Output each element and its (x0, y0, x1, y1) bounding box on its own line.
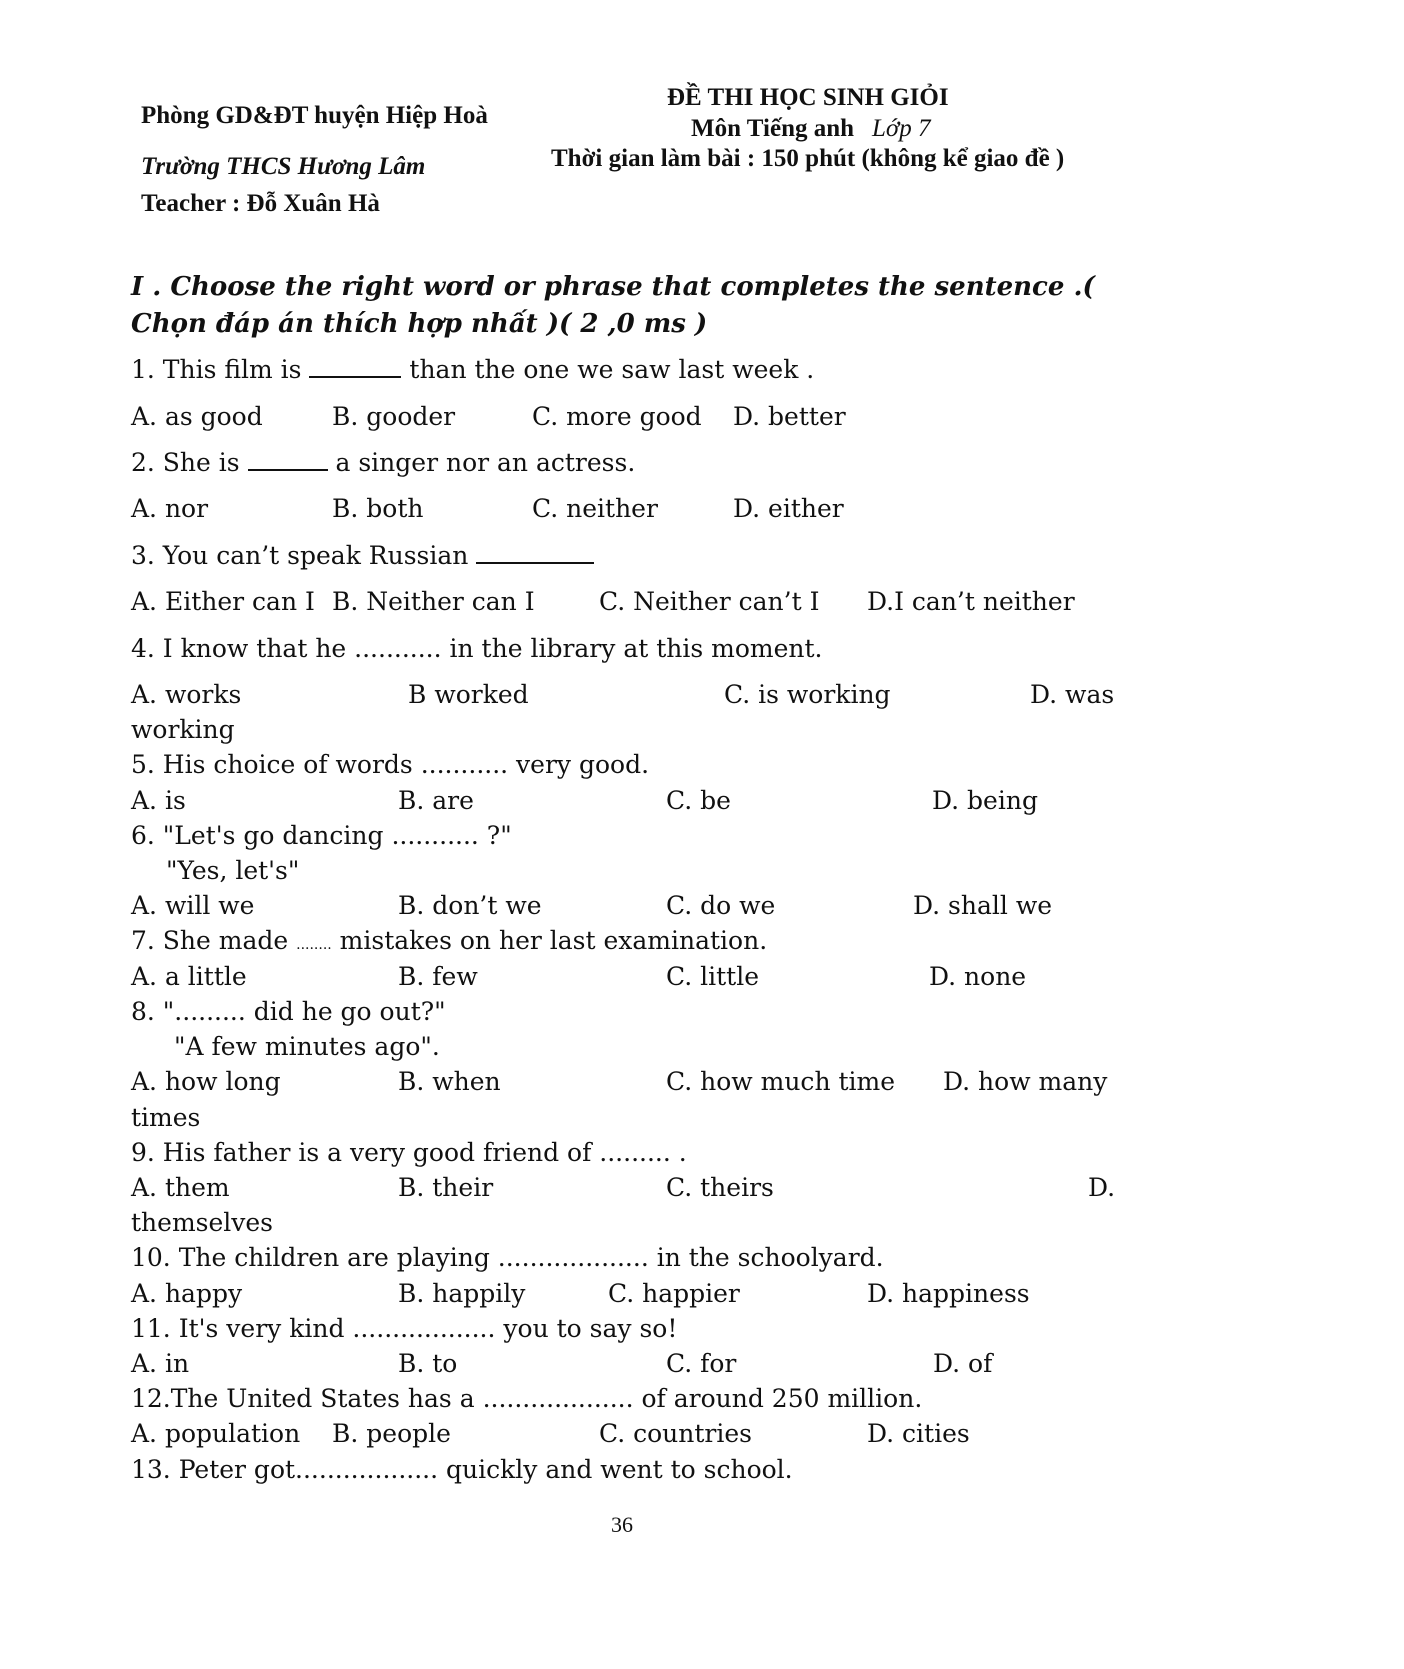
q3-option-b: B. Neither can I (332, 587, 535, 616)
question-3-start: 3. You can’t speak Russian (131, 541, 477, 570)
q5-option-d: D. being (932, 786, 1038, 815)
q1-option-d: D. better (733, 402, 846, 431)
q6-option-b: B. don’t we (398, 891, 542, 920)
question-7 (131, 926, 767, 955)
q2-option-a: A. nor (131, 494, 209, 523)
q11-option-d: D. of (933, 1349, 993, 1378)
q1-option-b: B. gooder (332, 402, 456, 431)
q10-option-b: B. happily (398, 1279, 526, 1308)
question-7-dots: ........ (296, 937, 332, 953)
q7-option-b: B. few (398, 962, 478, 991)
question-2 (131, 448, 635, 477)
q4-option-d: D. was (1030, 680, 1115, 709)
q2-option-c: C. neither (532, 494, 658, 523)
school-name: Trường THCS Hương Lâm (141, 153, 426, 180)
q4-option-a: A. works (131, 680, 242, 709)
q8-option-b: B. when (398, 1067, 501, 1096)
q4-option-c: C. is working (724, 680, 891, 709)
q8-option-a: A. how long (131, 1067, 281, 1096)
q8-option-c: C. how much time (666, 1067, 896, 1096)
question-1 (131, 355, 814, 384)
q9-option-a: A. them (131, 1173, 230, 1202)
question-3 (131, 541, 594, 570)
q9-option-d-wrap: themselves (131, 1208, 274, 1237)
q9-option-c: C. theirs (666, 1173, 774, 1202)
q11-option-a: A. in (131, 1349, 190, 1378)
q12-option-b: B. people (332, 1419, 451, 1448)
department-name: Phòng GD&ĐT huyện Hiệp Hoà (141, 102, 488, 129)
answer-blank (248, 451, 328, 471)
q4-option-d-wrap: working (131, 715, 235, 744)
q5-option-c: C. be (666, 786, 731, 815)
q5-option-a: A. is (131, 786, 186, 815)
q8-option-d-wrap: times (131, 1103, 201, 1132)
q12-option-c: C. countries (599, 1419, 753, 1448)
subject-label: Môn Tiếng anh (691, 115, 855, 142)
question-5: 5. His choice of words ........... very good. (131, 750, 650, 779)
q3-option-a: A. Either can I (131, 587, 315, 616)
q12-option-a: A. population (131, 1419, 301, 1448)
q10-option-a: A. happy (131, 1279, 243, 1308)
q1-option-a: A. as good (131, 402, 263, 431)
page-number: 36 (611, 1512, 633, 1537)
q9-option-d: D. (1088, 1173, 1116, 1202)
exam-time: Thời gian làm bài : 150 phút (không kể giao đề ) (551, 145, 1065, 172)
section-heading-line2: Chọn đáp án thích hợp nhất )( 2 ,0 ms ) (131, 309, 708, 339)
question-11: 11. It's very kind .................. you to say so! (131, 1314, 678, 1343)
q5-option-b: B. are (398, 786, 474, 815)
question-1-end: than the one we saw last week . (401, 355, 815, 384)
q3-option-d: D.I can’t neither (867, 587, 1075, 616)
question-6-reply: "Yes, let's" (166, 856, 300, 885)
question-8-reply: "A few minutes ago". (174, 1032, 440, 1061)
teacher-name: Teacher : Đỗ Xuân Hà (141, 190, 380, 217)
answer-blank (309, 358, 401, 378)
q6-option-a: A. will we (131, 891, 255, 920)
question-10: 10. The children are playing ................... in the schoolyard. (131, 1243, 884, 1272)
q7-option-a: A. a little (131, 962, 247, 991)
q9-option-b: B. their (398, 1173, 494, 1202)
q6-option-d: D. shall we (913, 891, 1053, 920)
question-13: 13. Peter got.................. quickly and went to school. (131, 1455, 793, 1484)
q10-option-c: C. happier (608, 1279, 740, 1308)
answer-blank (476, 544, 594, 564)
q7-option-d: D. none (929, 962, 1027, 991)
exam-title: ĐỀ THI HỌC SINH GIỎI (667, 84, 949, 111)
question-9: 9. His father is a very good friend of ......... . (131, 1138, 687, 1167)
question-2-start: 2. She is (131, 448, 248, 477)
q12-option-d: D. cities (867, 1419, 970, 1448)
q10-option-d: D. happiness (867, 1279, 1030, 1308)
q1-option-c: C. more good (532, 402, 702, 431)
question-7-start: 7. She made (131, 926, 297, 955)
q4-option-b: B worked (408, 680, 529, 709)
q7-option-c: C. little (666, 962, 760, 991)
q11-option-c: C. for (666, 1349, 737, 1378)
q8-option-d: D. how many (943, 1067, 1108, 1096)
question-8: 8. "......... did he go out?" (131, 997, 446, 1026)
subject-line (691, 115, 931, 143)
question-12: 12.The United States has a ................... of around 250 million. (131, 1384, 923, 1413)
grade-label: Lớp 7 (872, 115, 931, 142)
question-7-end: mistakes on her last examination. (331, 926, 768, 955)
question-4: 4. I know that he ........... in the library at this moment. (131, 634, 823, 663)
q2-option-b: B. both (332, 494, 424, 523)
section-heading-line1: I . Choose the right word or phrase that completes the sentence .( (131, 272, 1095, 302)
question-1-start: 1. This film is (131, 355, 310, 384)
q11-option-b: B. to (398, 1349, 458, 1378)
question-2-end: a singer nor an actress. (327, 448, 636, 477)
q3-option-c: C. Neither can’t I (599, 587, 820, 616)
q2-option-d: D. either (733, 494, 844, 523)
q6-option-c: C. do we (666, 891, 776, 920)
question-6: 6. "Let's go dancing ........... ?" (131, 821, 512, 850)
